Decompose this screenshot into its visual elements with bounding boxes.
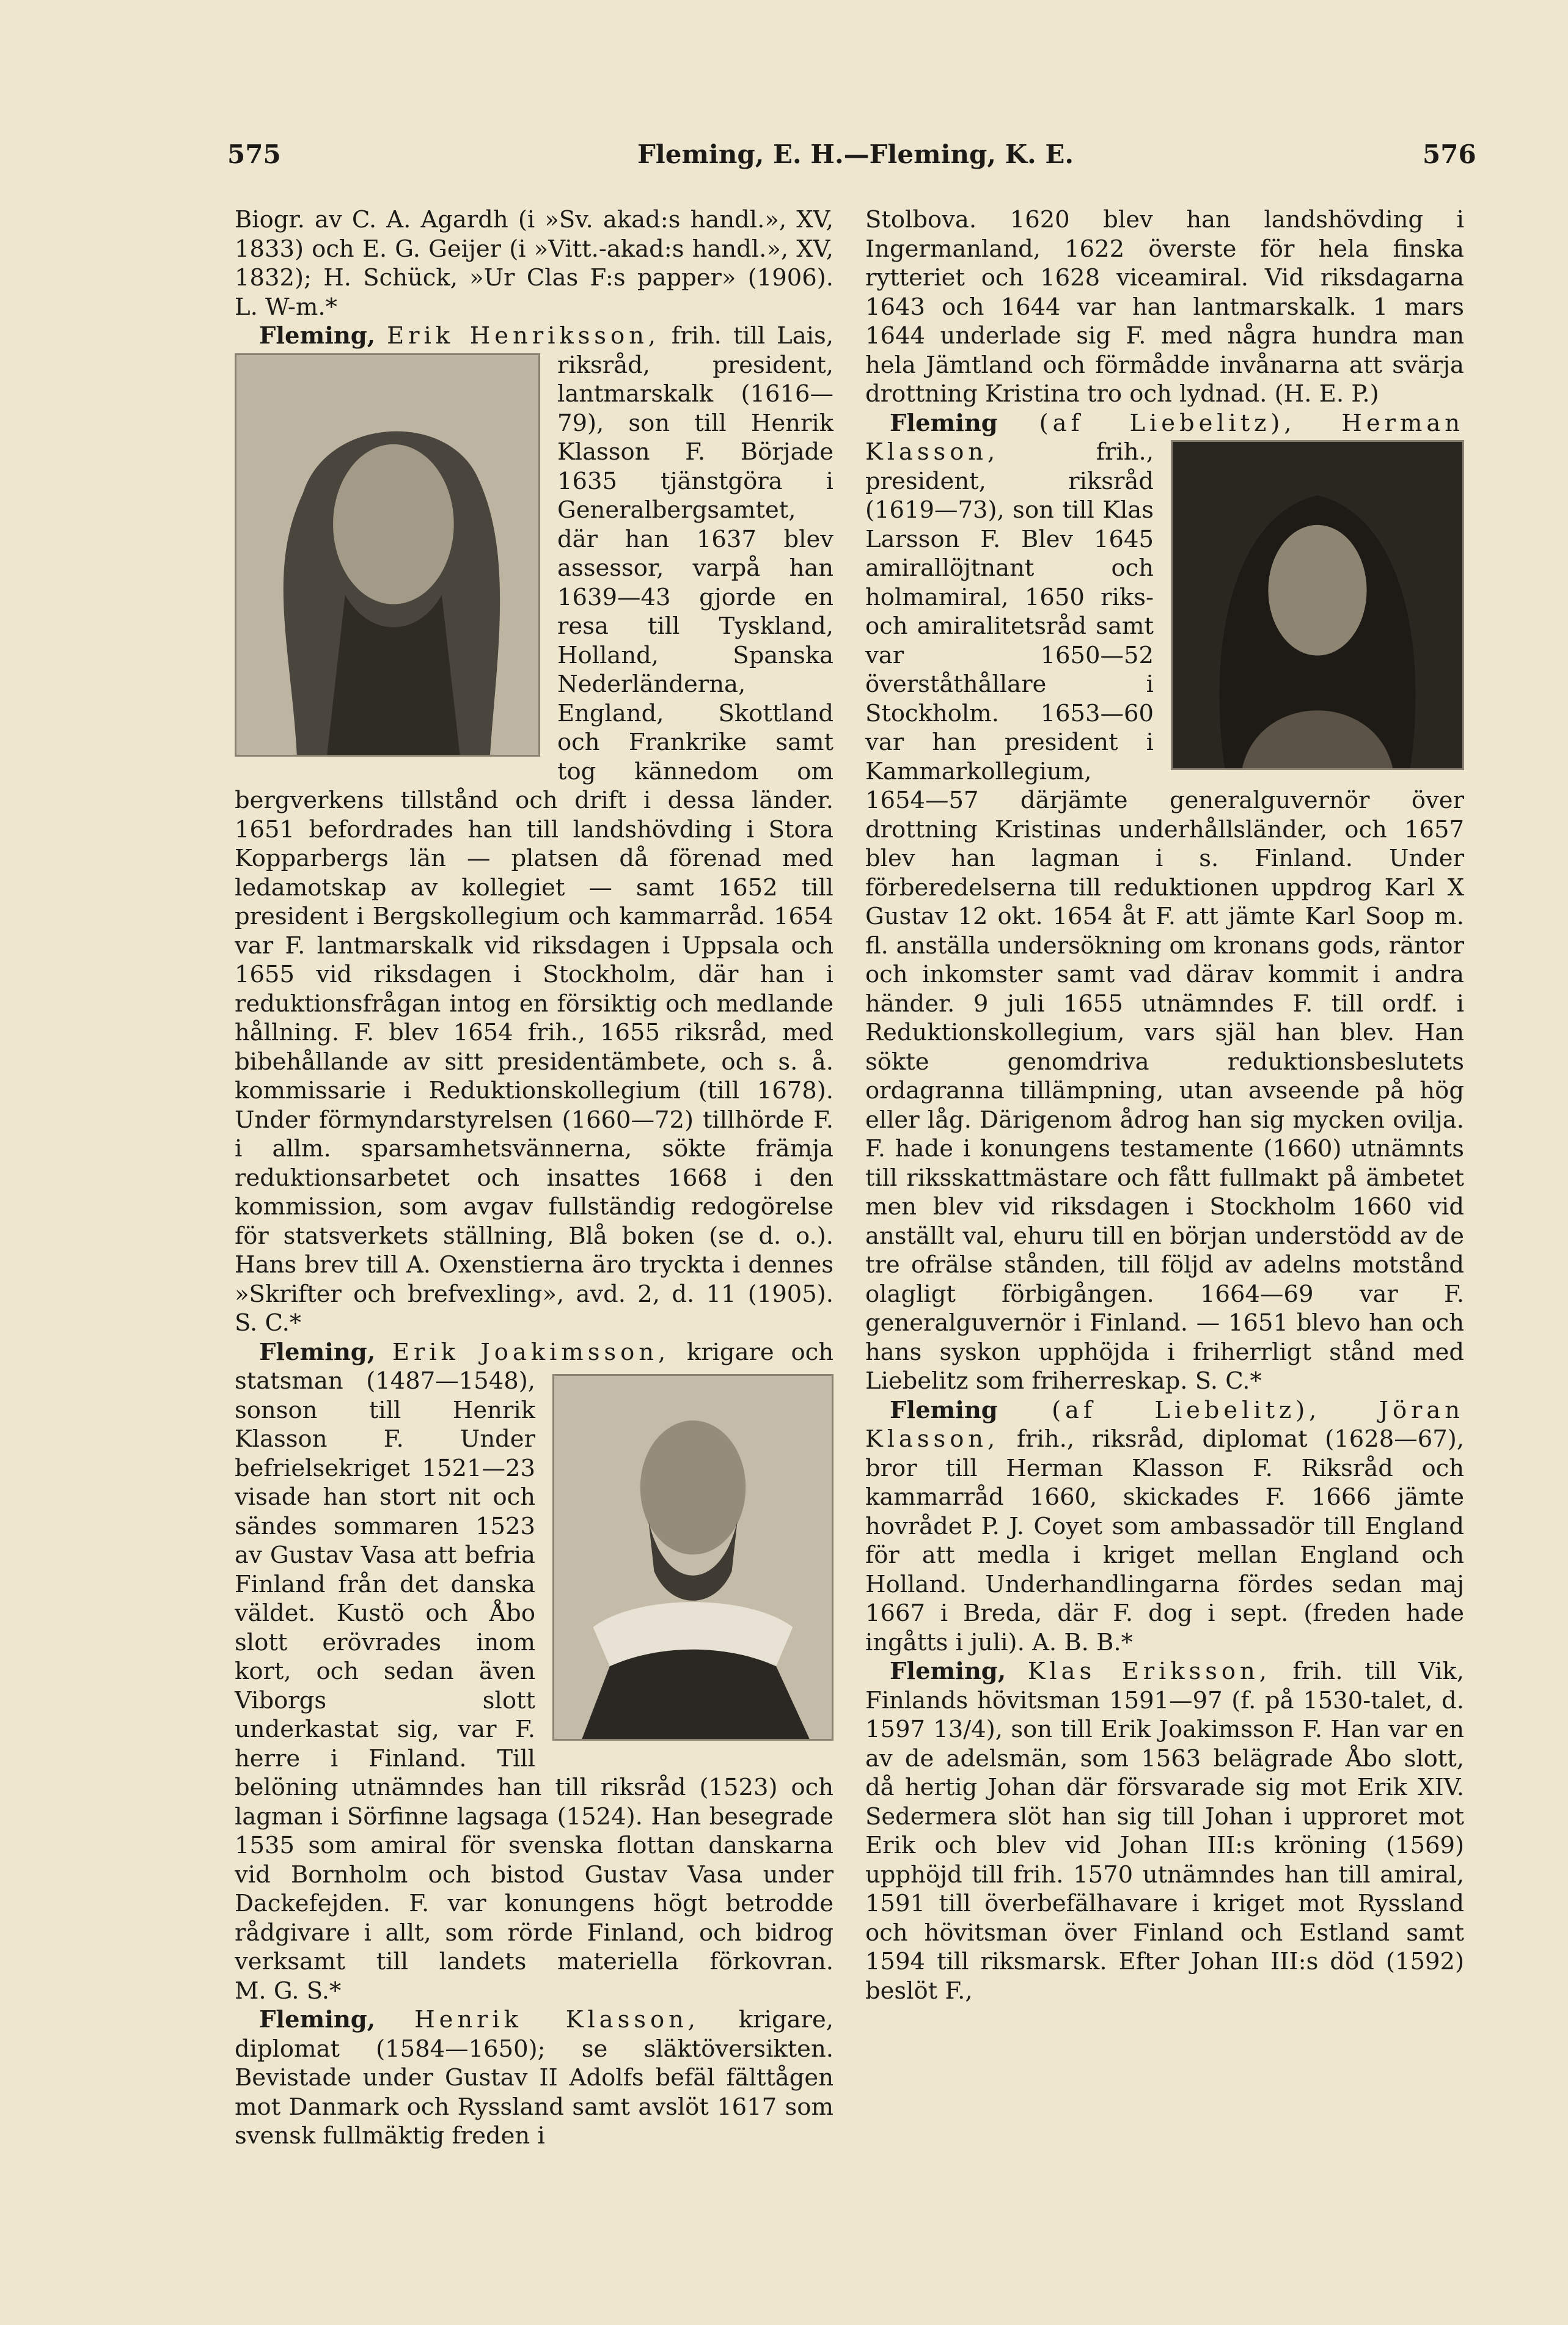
entry-text: frih. till Vik, Finlands hövitsman 1591—97 (f. på 1530-talet, d. 1597 13/4), son till Erik Joakimsson F. Han var en av de adelsmän, som 1563 belägrade Åbo slott, då hertig Johan där försvarade sig mot Erik XIV. Sedermera slöt han sig till Johan i upproret mot Erik och blev vid Johan III:s kröning (1569) upphöjd till frih. 1570 utnämndes han till amiral, 1591 till överbefälhavare i kriget mot Ryssland och hövitsman över Finland och Estland samt 1594 till riksmarsk. Efter Johan III:s död (1592) beslöt F., <box>865 1658 1464 2005</box>
entry-name: Fleming, <box>259 2006 376 2033</box>
right-column <box>865 205 1464 2005</box>
entry-text: frih. till Lais, riksråd, president, lantmarskalk (1616—79), son till Henrik Klasson F. Började 1635 tjänstgöra i Generalbergsamtet, där han 1637 blev assessor, varpå han 1639—43 gjorde en resa till Tyskland, Holland, Spanska Nederländerna, England, Skottland och Frankrike samt tog kännedom om bergverkens tillstånd och drift i dessa länder. 1651 befordrades han till landshövding i Stora Kopparbergs län — platsen då förenad med ledamotskap av kollegiet — samt 1652 till president i Bergskollegium och kammarråd. 1654 var F. lantmarskalk vid riksdagen i Uppsala och 1655 vid riksdagen i Stockholm, där han i reduktionsfrågan intog en försiktig och medlande hållning. F. blev 1654 frih., 1655 riksråd, med bibehållande av sitt presidentämbete, och s. å. kommissarie i Reduktionskollegium (till 1678). Under förmyndarstyrelsen (1660—72) tillhörde F. i allm. sparsamhetsvännerna, sökte främja reduktionsarbetet och insattes 1668 i den kommission, som avgav fullständig redogörelse för statsverkets ställning, Blå boken (se d. o.). Hans brev till A. Oxenstierna äro tryckta i dennes »Skrifter och brefvexling», avd. 2, d. 11 (1905). <box>235 322 833 1308</box>
author-signature: S. C.* <box>1195 1367 1262 1395</box>
entry-name: Fleming <box>890 409 998 437</box>
entry-erik-henriksson <box>235 321 833 1338</box>
entry-name: Fleming, <box>259 1338 376 1366</box>
entry-text: frih., riksråd, diplomat (1628—67), bror till Herman Klasson F. Riksråd och kammarråd 1660, skickades F. 1666 jämte hovrådet P. J. Coyet som ambassadör till England för att medla i kriget mellan England och Holland. Underhandlingarna fördes sedan maj 1667 i Breda, där F. dog i sept. (freden hade ingåtts i juli). <box>865 1425 1464 1656</box>
entry-given-name: (af Liebelitz), Jöran Klasson, <box>865 1396 1464 1453</box>
author-signature: (H. E. P.) <box>1274 380 1379 408</box>
entry-text: Biogr. av C. A. Agardh (i »Sv. akad:s handl.», XV, 1833) och E. G. Geijer (i »Vitt.-akad:s handl.», XV, 1832); H. Schück, »Ur Clas F:s papper» (1906). <box>235 206 833 292</box>
entry-continuation <box>235 205 833 321</box>
running-title: Fleming, E. H.—Fleming, K. E. <box>637 139 1074 169</box>
entry-text: frih., president, riksråd (1619—73), son till Klas Larsson F. Blev 1645 amirallöjtnant och holmamiral, 1650 riks- och amiralitetsråd samt var 1650—52 överståthållare i Stockholm. 1653—60 var han president i Kammarkollegium, 1654—57 därjämte generalguvernör över drottning Kristinas underhållsländer, och 1657 blev han lagman i s. Finland. Under förberedelserna till reduktionen uppdrog Karl X Gustav 12 okt. 1654 åt F. att jämte Karl Soop m. fl. anställa undersökning om kronans gods, räntor och inkomster samt vad därav kommit i andra händer. 9 juli 1655 utnämndes F. till ordf. i Reduktionskollegium, vars själ han blev. Han sökte genomdriva reduktionsbeslutets ordagranna tillämpning, utan avseende på hög eller låg. Därigenom ådrog han sig mycken ovilja. F. hade i konungens testamente (1660) utnämnts till riksskattmästare och fått fullmakt på ämbetet men blev vid riksdagen i Stockholm 1660 vid anställt val, ehuru till en början understödd av de tre ofrälse stånden, till följd av adelns motstånd olagligt förbigången. 1664—69 var F. generalguvernör i Finland. — 1651 blevo han och hans syskon upphöjda i friherrligt stånd med Liebelitz som friherreskap. <box>865 438 1464 1395</box>
entry-text: krigare och statsman (1487—1548), sonson till Henrik Klasson F. Under befrielsekriget 1521—23 visade han stort nit och sändes sommaren 1523 av Gustav Vasa att befria Finland från det danska väldet. Kustö och Åbo slott erövrades inom kort, och sedan även Viborgs slott underkastat sig, var F. herre i Finland. Till belöning utnämndes han till riksråd (1523) och lagman i Sörfinne lagsaga (1524). Han besegrade 1535 som amiral för svenska flottan danskarna vid Bornholm och bistod Gustav Vasa under Dackefejden. F. var konungens högt betrodde rådgivare i allt, som rörde Finland, och bidrog verksamt till landets materiella förkovran. <box>235 1338 833 1975</box>
entry-text: Stolbova. 1620 blev han landshövding i Ingermanland, 1622 överste för hela finska rytteriet och 1628 viceamiral. Vid riksdagarna 1643 och 1644 var han lantmarskalk. 1 mars 1644 underlade sig F. med några hundra man hela Jämtland och förmådde invånarna att svärja drottning Kristina tro och lydnad. <box>865 206 1464 408</box>
portrait-henrik-klasson <box>552 1374 833 1741</box>
entry-henrik-klasson <box>235 2005 833 2151</box>
left-column <box>235 205 833 2151</box>
entry-given-name: Erik Joakimsson, <box>392 1338 670 1366</box>
portrait-image <box>236 355 538 755</box>
page-number-left: 575 <box>227 139 281 169</box>
portrait-image <box>1173 442 1462 768</box>
entry-herman-klasson <box>865 409 1464 1396</box>
entry-name: Fleming, <box>259 322 376 350</box>
entry-name: Fleming, <box>890 1658 1006 1685</box>
entry-given-name: (af Liebelitz), Herman Klasson, <box>865 409 1464 466</box>
author-signature: S. C.* <box>235 1309 302 1337</box>
portrait-herman-klasson <box>1171 440 1464 770</box>
author-signature: A. B. B.* <box>1032 1628 1133 1656</box>
entry-text: krigare, diplomat (1584—1650); se släktöversikten. Bevistade under Gustav II Adolfs befäl fälttågen mot Danmark och Ryssland samt avslöt 1617 som svensk fullmäktig freden i <box>235 2006 833 2150</box>
author-signature: M. G. S.* <box>235 1977 342 2005</box>
entry-given-name: Klas Eriksson, <box>1027 1658 1271 1685</box>
entry-continuation <box>865 205 1464 409</box>
portrait-image <box>554 1376 832 1739</box>
author-signature: L. W-m.* <box>235 293 337 321</box>
entry-erik-joakimsson <box>235 1338 833 2006</box>
entry-given-name: Henrik Klasson, <box>414 2006 700 2033</box>
entry-joran-klasson <box>865 1396 1464 1658</box>
page-number-right: 576 <box>1423 139 1476 169</box>
entry-given-name: Erik Henriksson, <box>387 322 660 350</box>
entry-name: Fleming <box>890 1396 998 1424</box>
portrait-erik-henriksson <box>235 353 540 757</box>
entry-klas-eriksson <box>865 1657 1464 2005</box>
